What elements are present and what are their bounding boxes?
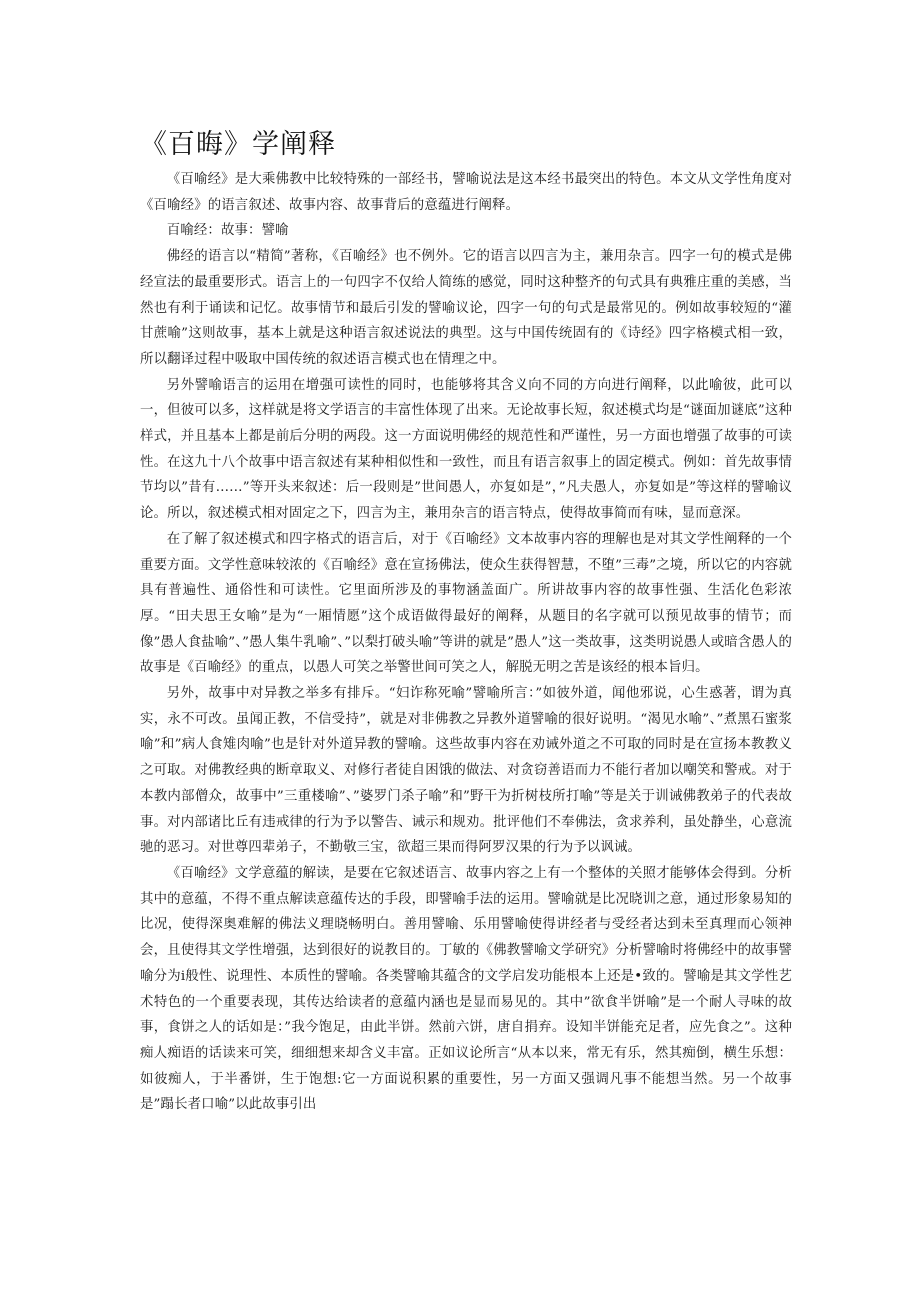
body-paragraph: 另外，故事中对异教之举多有排斥。“妇诈称死喻”譬喻所言：”如彼外道，闻他邪说，心生惑著，谓为真实，永不可改。虽闻正教，不信受持”，就是对非佛教之异教外道譬喻的很好说明。“渴见水喻”、”煮黑石蜜浆喻”和”病人食雉肉喻”也是针对外道异教的譬喻。这些故事内容在劝诫外道之不可取的同时是在宣扬本教教义之可取。对佛教经典的断章取义、对修行者徒自困饿的做法、对贪窃善语而力不能行者加以嘲笑和警戒。对于本教内部僧众，故事中”三重楼喻”、”婆罗门杀子喻”和”野干为折树枝所打喻”等是关于训诫佛教弟子的代表故事。对内部诸比丘有违戒律的行为予以警告、诫示和规劝。批评他们不奉佛法，贪求养利，虽处静坐，心意流驰的恶习。对世尊四辈弟子，不勤敬三宝，欲超三果而得阿罗汉果的行为予以讽诫。 (140, 686, 792, 856)
document-title: 《百晦》学阐释 (140, 129, 336, 160)
body-paragraph: 另外譬喻语言的运用在增强可读性的同时，也能够将其含义向不同的方向进行阐释，以此喻彼，此可以一，但彼可以多，这样就是将文学语言的丰富性体现了出来。无论故事长短，叙述模式均是“谜面加谜底”这种样式，并且基本上都是前后分明的两段。这一方面说明佛经的规范性和严谨性，另一方面也增强了故事的可读性。在这九十八个故事中语言叙述有某种相似性和一致性，而且有语言叙事上的固定模式。例如：首先故事情节均以”昔有……”等开头来叙述：后一段则是”世间愚人，亦复如是”，”凡夫愚人，亦复如是”等这样的譬喻议论。所以，叙述模式相对固定之下，四言为主，兼用杂言的语言特点，使得故事简而有味，显而意深。 (140, 377, 792, 522)
document-body (140, 167, 792, 1118)
keywords-line: 百喻经：故事：譬喻 (166, 223, 289, 239)
body-paragraph: 在了解了叙述模式和四字格式的语言后，对于《百喻经》文本故事内容的理解也是对其文学性阐释的一个重要方面。文学性意味较浓的《百喻经》意在宣扬佛法，使众生获得智慧，不堕”三毒”之境，所以它的内容就具有普遍性、通俗性和可读性。它里面所涉及的事物涵盖面广。所讲故事内容的故事性强、生活化色彩浓厚。“田夫思王女喻”是为“一厢情愿”这个成语做得最好的阐释，从题目的名字就可以预见故事的情节；而像”愚人食盐喻”、”愚人集牛乳喻”、”以梨打破头喻”等讲的就是”愚人”这一类故事，这类明说愚人或暗含愚人的故事是《百喻经》的重点，以愚人可笑之举警世间可笑之人，解脱无明之苦是该经的根本旨归。 (140, 531, 792, 676)
body-paragraph: 佛经的语言以“精简”著称，《百喻经》也不例外。它的语言以四言为主，兼用杂言。四字一句的模式是佛经宣法的最重要形式。语言上的一句四字不仅给人简练的感觉，同时这种整齐的句式具有典雅庄重的美感，当然也有利于诵读和记忆。故事情节和最后引发的譬喻议论，四字一句的句式是最常见的。例如故事较短的“灌甘蔗喻”这则故事，基本上就是这种语言叙述说法的典型。这与中国传统固有的《诗经》四字格模式相一致，所以翻译过程中吸取中国传统的叙述语言模式也在情理之中。 (140, 249, 792, 367)
abstract-paragraph: 《百喻经》是大乘佛教中比较特殊的一部经书，譬喻说法是这本经书最突出的特色。本文从文学性角度对《百喻经》的语言叙述、故事内容、故事背后的意蕴进行阐释。 (140, 172, 792, 213)
body-paragraph: 《百喻经》文学意蕴的解读，是要在它叙述语言、故事内容之上有一个整体的关照才能够体会得到。分析其中的意蕴，不得不重点解读意蕴传达的手段，即譬喻手法的运用。譬喻就是比况晓训之意，通过形象易知的比况，使得深奥难解的佛法义理晓畅明白。善用譬喻、乐用譬喻使得讲经者与受经者达到未至真理而心领神会，且使得其文学性增强，达到很好的说教目的。丁敏的《佛教譬喻文学研究》分析譬喻时将佛经中的故事譬喻分为i般性、说理性、本质性的譬喻。各类譬喻其蕴含的文学启发功能根本上还是•致的。譬喻是其文学性艺术特色的一个重要表现，其传达给读者的意蕴内涵也是显而易见的。其中”欲食半饼喻”是一个耐人寻味的故事，食饼之人的话如是：”我今饱足，由此半饼。然前六饼，唐自捐弃。设知半饼能充足者，应先食之”。这种痴人痴语的话读来可笑，细细想来却含义丰富。正如议论所言“从本以来，常无有乐，然其痴倒，横生乐想：如彼痴人，于半番饼，生于饱想:它一方面说积累的重要性，另一方面又强调凡事不能想当然。另一个故事是”蹋长者口喻”以此故事引出 (140, 865, 792, 1113)
